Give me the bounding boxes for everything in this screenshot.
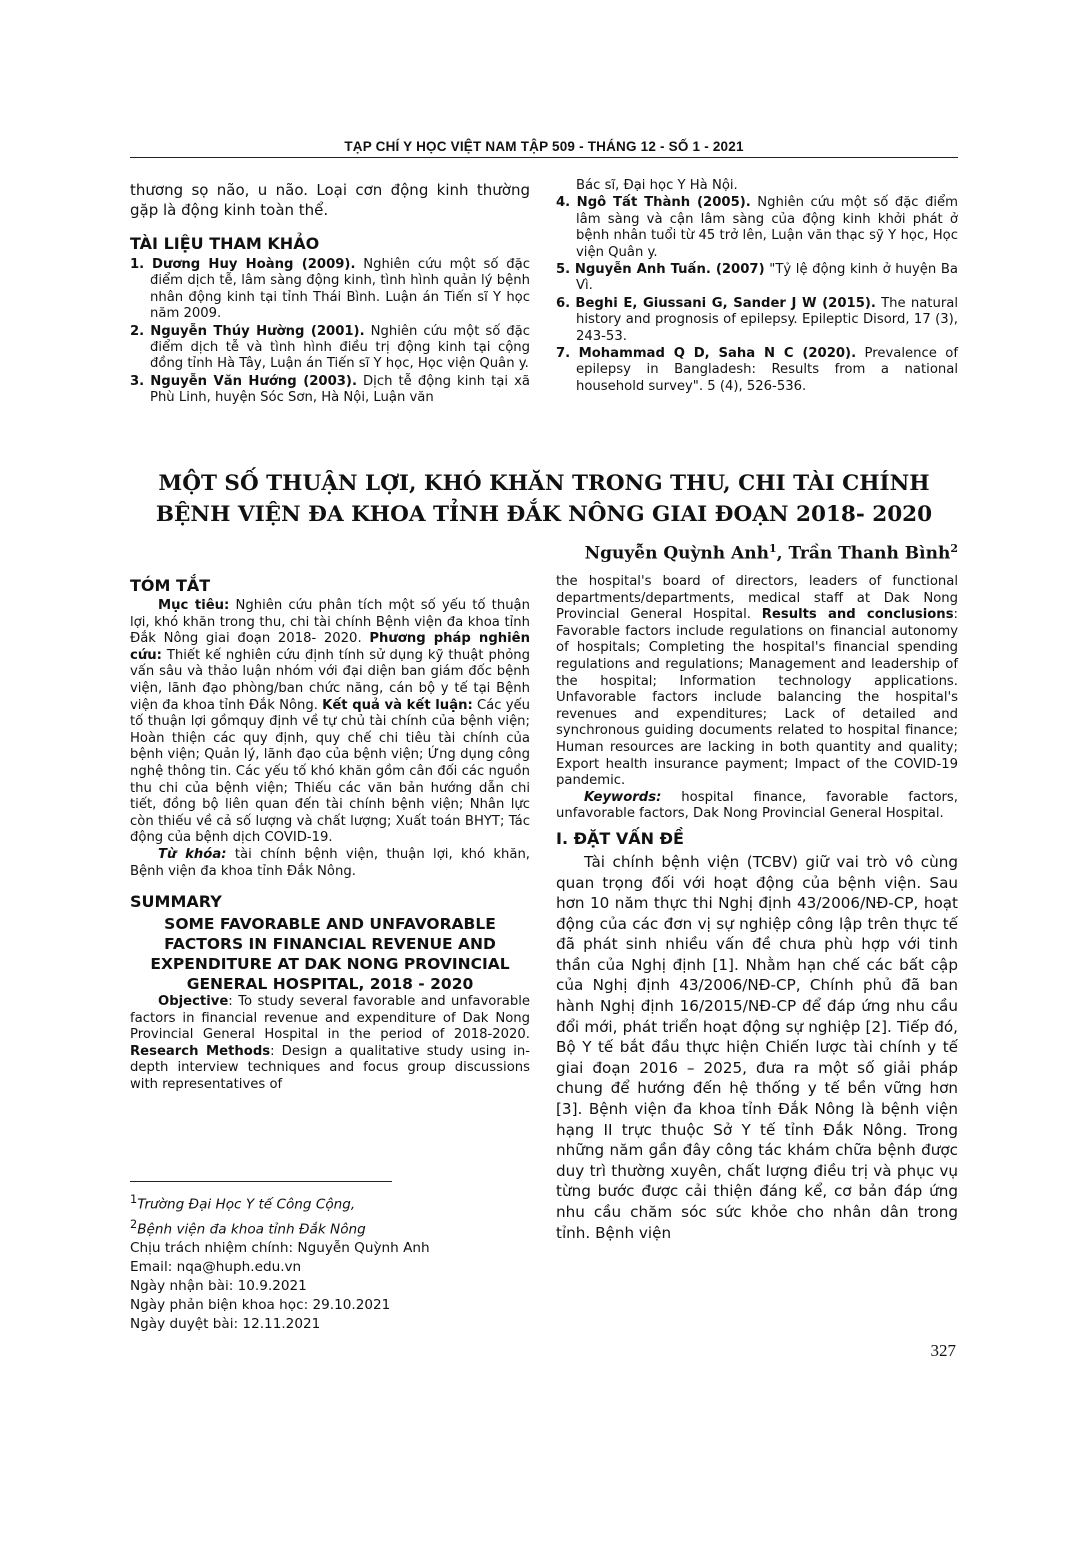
summary-text: : To study several favorable and unfavorable factors in financial revenue and expenditure of Dak Nong Provincial General Hospital in the period of 2018-2020. bbox=[130, 994, 530, 1043]
references-heading: TÀI LIỆU THAM KHẢO bbox=[130, 234, 320, 253]
summary-text: : Design a qualitative study using in-depth interview techniques and focus group discussions with representatives of bbox=[130, 1043, 530, 1093]
abstract-label: Phương pháp nghiên cứu: bbox=[130, 631, 531, 663]
summary-text: : Favorable factors include regulations on financial autonomy of hospitals; Completing the hospital's financial spending regulations and regulations; Management and leadership of the hospital; Information technology applications. Unfavorable factors include balancing the hospital's revenues and expenditures; Lack of detailed and synchronous guiding documents related to hospital finance; Human resources are lacking in both quantity and quality; Export health insurance payment; Impact of the COVID-19 pandemic. bbox=[556, 607, 958, 789]
affiliation-2 bbox=[130, 1215, 530, 1240]
intro-paragraph: Tài chính bệnh viện (TCBV) giữ vai trò vô cùng quan trọng đối với hoạt động của bệnh viện. Sau hơn 10 năm thực thi Nghị định 43/2006/NĐ-CP, hoạt động của các đơn vị sự nghiệp công lập trên thực tế đã phát sinh nhiều vấn đề chưa phù hợp với tinh thần của Nghị định [1]. Nhằm hạn chế các bất cập của Nghị định 43/2006/NĐ-CP, Chính phủ đã ban hành Nghị định 16/2015/NĐ-CP để đáp ứng nhu cầu đổi mới, phát triển hoạt động sự nghiệp [2]. Tiếp đó, Bộ Y tế bắt đầu thực hiện Chiến lược tài chính y tế giai đoạn 2016 – 2025, đưa ra một số giải pháp chung để hướng đến hệ thống y tế bền vững hơn [3]. Bệnh viện đa khoa tỉnh Đắk Nông là bệnh viện hạng II trực thuộc Sở Y tế tỉnh Đắk Nông. Trong những năm gần đây công tác khám chữa bệnh được duy trì thường xuyên, chất lượng điều trị và phục vụ từng bước được cải thiện đáng kể, cơ bản đáp ứng nhu cầu chăm sóc sức khỏe cho nhân dân trong tỉnh. Bệnh viện bbox=[556, 852, 958, 1242]
keywords-en bbox=[556, 790, 958, 823]
reference-item bbox=[130, 374, 530, 407]
corresponding-author: Chịu trách nhiệm chính: Nguyễn Quỳnh Anh bbox=[130, 1240, 430, 1257]
abstract-column-left bbox=[130, 576, 530, 1094]
affiliation-marker: 1 bbox=[768, 542, 777, 555]
reference-number: 5. bbox=[556, 262, 571, 278]
reference-author: Nguyễn Anh Tuấn. (2007) bbox=[574, 262, 765, 278]
reference-text: Nghiên cứu một số đặc điểm dịch tễ và tình hình điều trị động kinh tại cộng đồng tỉnh Hà Tây, Luận án Tiến sĩ Y học, Học viện Quân y. bbox=[150, 323, 530, 372]
affiliation-marker: 1 bbox=[130, 1192, 138, 1206]
keywords-label: Từ khóa: bbox=[158, 846, 227, 862]
abstract-text: Thiết kế nghiên cứu định tính sử dụng kỹ thuật phỏng vấn sâu và thảo luận nhóm với đại diện ban giám đốc bệnh viện, lãnh đạo phòng/ban chức năng, cán bộ y tế tại Bệnh viện đa khoa tỉnh Đắk Nông. bbox=[130, 647, 530, 713]
reference-text: Nghiên cứu một số đặc điểm dịch tễ, lâm sàng động kinh, tình hình quản lý bệnh nhân động kinh tại tỉnh Thái Bình. Luận án Tiến sĩ Y học năm 2009. bbox=[150, 257, 530, 322]
reference-text: Dịch tễ động kinh tại xã Phù Linh, huyện Sóc Sơn, Hà Nội, Luận văn bbox=[150, 373, 530, 406]
affiliation-text: Trường Đại Học Y tế Công Cộng, bbox=[137, 1196, 356, 1213]
abstract-text: Nghiên cứu phân tích một số yếu tố thuận lợi, khó khăn trong thu, chi tài chính Bệnh viện đa khoa tỉnh Đắk Nông giai đoạn 2018- 2020. bbox=[130, 598, 530, 647]
reference-item bbox=[556, 296, 958, 345]
abstract-label: Kết quả và kết luận: bbox=[322, 697, 473, 713]
reference-author: Mohammad Q D, Saha N C (2020). bbox=[578, 346, 857, 362]
reference-text: The natural history and prognosis of epilepsy. Epileptic Disord, 17 (3), 243-53. bbox=[576, 295, 958, 344]
reference-number: 6. bbox=[556, 295, 571, 311]
reference-item bbox=[556, 195, 958, 261]
summary-label: Research Methods bbox=[130, 1043, 271, 1059]
reference-author: Ngô Tất Thành (2005). bbox=[576, 195, 751, 211]
reference-number: 1. bbox=[130, 257, 145, 272]
header-rule bbox=[130, 157, 958, 158]
article-title-line: BỆNH VIỆN ĐA KHOA TỈNH ĐẮK NÔNG GIAI ĐOẠN 2018- 2020 bbox=[155, 502, 933, 527]
abstract-vi-paragraph bbox=[130, 598, 530, 847]
reference-number: 4. bbox=[556, 195, 571, 211]
reference-item bbox=[556, 262, 958, 295]
footnote-rule bbox=[130, 1181, 392, 1182]
footnotes bbox=[130, 1190, 530, 1334]
summary-heading: SUMMARY bbox=[130, 892, 222, 912]
article-title bbox=[130, 468, 958, 530]
keywords-text: hospital finance, favorable factors, unfavorable factors, Dak Nong Provincial General Hospital. bbox=[556, 789, 958, 822]
reference-item bbox=[556, 346, 958, 395]
review-date: Ngày phản biện khoa học: 29.10.2021 bbox=[130, 1297, 391, 1314]
reference-number: 2. bbox=[130, 323, 145, 339]
reference-author: Nguyễn Thúy Hường (2001). bbox=[150, 323, 365, 339]
affiliation-marker: 2 bbox=[130, 1216, 138, 1231]
page-number: 327 bbox=[930, 1341, 956, 1360]
top-left-column bbox=[130, 180, 530, 408]
summary-text: the hospital's board of directors, leaders of functional departments/departments, medical staff at Dak Nong Provincial General Hospital. bbox=[556, 574, 958, 623]
abstract-heading: TÓM TẮT bbox=[130, 576, 211, 595]
abstract-column-right bbox=[556, 574, 958, 1243]
abstract-label: Mục tiêu: bbox=[158, 598, 230, 613]
summary-paragraph bbox=[130, 994, 530, 1094]
references-list-left bbox=[130, 257, 530, 407]
accepted-date: Ngày duyệt bài: 12.11.2021 bbox=[130, 1316, 321, 1333]
abstract-text: Các yếu tố thuận lợi gồmquy định về tự chủ tài chính của bệnh viện; Hoàn thiện các quy định, quy chế chi tiêu tài chính của bệnh viện; Quản lý, lãnh đạo của bệnh viện; Ứng dụng công nghệ thông tin. Các yếu tố khó khăn gồm cân đối các nguồn thu chi của bệnh viện; Thiếu các văn bản hướng dẫn chi tiết, đồng bộ liên quan đến tài chính bệnh viện; Nhân lực còn thiếu về cả số lượng và chất lượng; Xuất toán BHYT; Tác động của bệnh dịch COVID-19. bbox=[130, 697, 531, 846]
reference-number: 3. bbox=[130, 373, 145, 389]
reference-text: Prevalence of epilepsy in Bangladesh: Results from a national household survey". 5 (4), 526-536. bbox=[576, 346, 958, 394]
affiliation-text: Bệnh viện đa khoa tỉnh Đắk Nông bbox=[137, 1221, 366, 1238]
author-name: Trần Thanh Bình bbox=[788, 543, 951, 564]
reference-item bbox=[130, 257, 530, 323]
reference-author: Nguyễn Văn Hướng (2003). bbox=[150, 373, 357, 389]
author-name: Nguyễn Quỳnh Anh bbox=[584, 543, 769, 564]
summary-label: Objective bbox=[158, 994, 229, 1010]
top-right-column bbox=[556, 178, 958, 396]
summary-paragraph-cont bbox=[556, 574, 958, 790]
keywords-text: tài chính bệnh viện, thuận lợi, khó khăn, Bệnh viện đa khoa tỉnh Đắk Nông. bbox=[130, 846, 530, 879]
article-authors bbox=[585, 542, 958, 564]
reference-text: Nghiên cứu một số đặc điểm lâm sàng và cận lâm sàng của động kinh khởi phát ở bệnh nhân tuổi từ 45 trở lên, Luận văn thạc sỹ Y học, Học viện Quân y. bbox=[576, 195, 958, 260]
summary-label: Results and conclusions bbox=[761, 607, 954, 623]
article-title-line: MỘT SỐ THUẬN LỢI, KHÓ KHĂN TRONG THU, CHI TÀI CHÍNH bbox=[158, 471, 930, 496]
section-heading-intro: I. ĐẶT VẤN ĐỀ bbox=[556, 828, 684, 848]
reference-author: Beghi E, Giussani G, Sander J W (2015). bbox=[575, 295, 876, 311]
reference-continuation: Bác sĩ, Đại học Y Hà Nội. bbox=[576, 178, 738, 193]
affiliation-1 bbox=[130, 1190, 530, 1215]
keywords-label: Keywords: bbox=[584, 789, 662, 805]
received-date: Ngày nhận bài: 10.9.2021 bbox=[130, 1278, 307, 1295]
affiliation-marker: 2 bbox=[950, 542, 958, 555]
author-separator: , bbox=[776, 543, 789, 564]
email-line: Email: nqa@huph.edu.vn bbox=[130, 1259, 302, 1276]
continuation-text: thương sọ não, u não. Loại cơn động kinh thường gặp là động kinh toàn thể. bbox=[130, 181, 530, 219]
reference-author: Dương Huy Hoàng (2009). bbox=[152, 257, 356, 272]
reference-number: 7. bbox=[556, 346, 571, 362]
keywords-vi bbox=[130, 847, 530, 880]
reference-text: "Tỷ lệ động kinh ở huyện Ba Vì. bbox=[576, 262, 959, 294]
running-header: TẠP CHÍ Y HỌC VIỆT NAM TẬP 509 - THÁNG 12 - SỐ 1 - 2021 bbox=[344, 139, 744, 154]
summary-title: SOME FAVORABLE AND UNFAVORABLE FACTORS IN FINANCIAL REVENUE AND EXPENDITURE AT DAK NONG PROVINCIAL GENERAL HOSPITAL, 2018 - 2020 bbox=[150, 915, 510, 994]
reference-item bbox=[130, 324, 530, 373]
